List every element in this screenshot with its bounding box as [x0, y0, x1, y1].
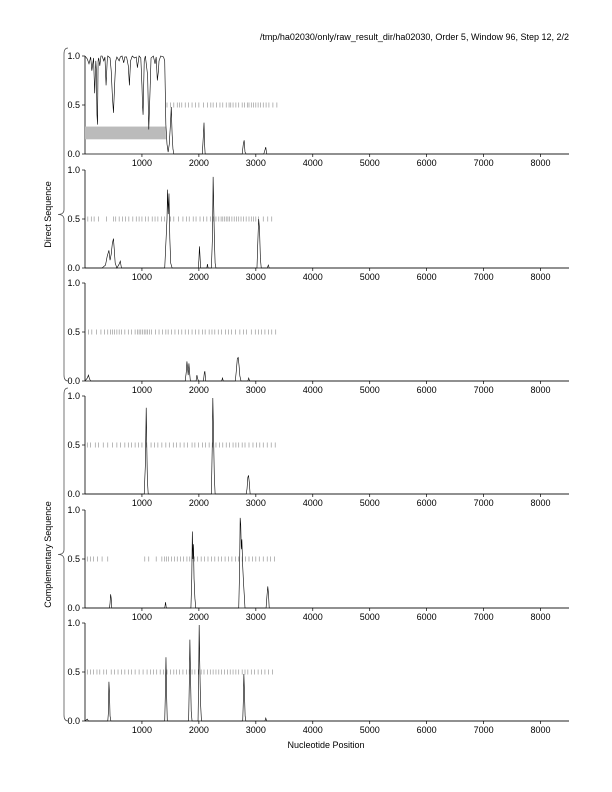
- y-tick-label: 1.0: [67, 505, 80, 515]
- x-tick-label: 7000: [473, 385, 494, 395]
- y-tick-label: 0.0: [67, 263, 80, 273]
- y-tick-label: 1.0: [67, 51, 80, 61]
- x-tick-label: 7000: [473, 498, 494, 508]
- x-tick-label: 1000: [131, 385, 152, 395]
- x-tick-label: 5000: [359, 725, 380, 735]
- x-tick-label: 8000: [530, 272, 551, 282]
- group-label: Direct Sequence: [43, 181, 53, 248]
- y-tick-label: 1.0: [67, 391, 80, 401]
- x-tick-label: 2000: [188, 725, 209, 735]
- y-tick-label: 0.5: [67, 667, 80, 677]
- x-tick-label: 3000: [245, 612, 266, 622]
- x-tick-label: 3000: [245, 498, 266, 508]
- group-label: Complementary Sequence: [43, 501, 53, 608]
- panel-complement-frame-1: [67, 391, 569, 508]
- x-tick-label: 7000: [473, 272, 494, 282]
- panels-group: [67, 51, 569, 735]
- y-tick-label: 0.5: [67, 440, 80, 450]
- y-tick-label: 1.0: [67, 278, 80, 288]
- x-tick-label: 3000: [245, 158, 266, 168]
- y-tick-label: 0.0: [67, 376, 80, 386]
- x-tick-label: 2000: [188, 272, 209, 282]
- panel-complement-frame-3: [67, 618, 569, 735]
- y-tick-label: 1.0: [67, 618, 80, 628]
- x-tick-label: 6000: [416, 612, 437, 622]
- x-tick-label: 4000: [302, 385, 323, 395]
- x-tick-label: 5000: [359, 272, 380, 282]
- x-tick-label: 5000: [359, 158, 380, 168]
- y-tick-label: 0.5: [67, 554, 80, 564]
- x-tick-label: 3000: [245, 725, 266, 735]
- x-tick-label: 1000: [131, 498, 152, 508]
- x-tick-label: 8000: [530, 612, 551, 622]
- x-tick-label: 2000: [188, 158, 209, 168]
- x-tick-label: 8000: [530, 158, 551, 168]
- x-tick-label: 7000: [473, 612, 494, 622]
- y-tick-label: 0.5: [67, 214, 80, 224]
- x-tick-label: 4000: [302, 498, 323, 508]
- x-tick-label: 6000: [416, 272, 437, 282]
- y-tick-label: 0.0: [67, 716, 80, 726]
- series-line: [85, 357, 569, 381]
- x-tick-label: 5000: [359, 612, 380, 622]
- x-tick-label: 1000: [131, 272, 152, 282]
- x-tick-label: 6000: [416, 385, 437, 395]
- y-tick-label: 0.0: [67, 489, 80, 499]
- x-tick-label: 4000: [302, 158, 323, 168]
- x-tick-label: 8000: [530, 725, 551, 735]
- panel-direct-frame-2: [67, 165, 569, 282]
- x-tick-label: 2000: [188, 385, 209, 395]
- group-labels: [43, 48, 68, 721]
- x-tick-label: 7000: [473, 158, 494, 168]
- y-tick-label: 1.0: [67, 165, 80, 175]
- y-tick-label: 0.0: [67, 603, 80, 613]
- x-tick-label: 4000: [302, 612, 323, 622]
- panel-direct-frame-1: [67, 51, 569, 168]
- header-caption: /tmp/ha02030/only/raw_result_dir/ha02030, Order 5, Window 96, Step 12, 2/2: [259, 32, 569, 42]
- x-tick-label: 4000: [302, 725, 323, 735]
- x-tick-label: 7000: [473, 725, 494, 735]
- x-tick-label: 2000: [188, 612, 209, 622]
- series-line: [85, 177, 569, 268]
- group-complementary: [43, 388, 68, 721]
- x-tick-label: 1000: [131, 725, 152, 735]
- series-line: [85, 518, 569, 608]
- x-tick-label: 6000: [416, 498, 437, 508]
- x-tick-label: 5000: [359, 385, 380, 395]
- x-tick-label: 5000: [359, 498, 380, 508]
- x-axis-title: Nucleotide Position: [287, 740, 365, 750]
- x-tick-label: 3000: [245, 385, 266, 395]
- group-direct: [43, 48, 68, 381]
- x-tick-label: 2000: [188, 498, 209, 508]
- y-tick-label: 0.0: [67, 149, 80, 159]
- x-tick-label: 6000: [416, 158, 437, 168]
- x-tick-label: 8000: [530, 385, 551, 395]
- panel-direct-frame-3: [67, 278, 569, 395]
- x-tick-label: 3000: [245, 272, 266, 282]
- x-tick-label: 1000: [131, 612, 152, 622]
- x-tick-label: 1000: [131, 158, 152, 168]
- x-tick-label: 6000: [416, 725, 437, 735]
- series-line: [85, 625, 569, 721]
- y-tick-label: 0.5: [67, 100, 80, 110]
- y-tick-label: 0.5: [67, 327, 80, 337]
- panel-complement-frame-2: [67, 505, 569, 622]
- shaded-band: [85, 127, 166, 140]
- x-tick-label: 4000: [302, 272, 323, 282]
- x-tick-label: 8000: [530, 498, 551, 508]
